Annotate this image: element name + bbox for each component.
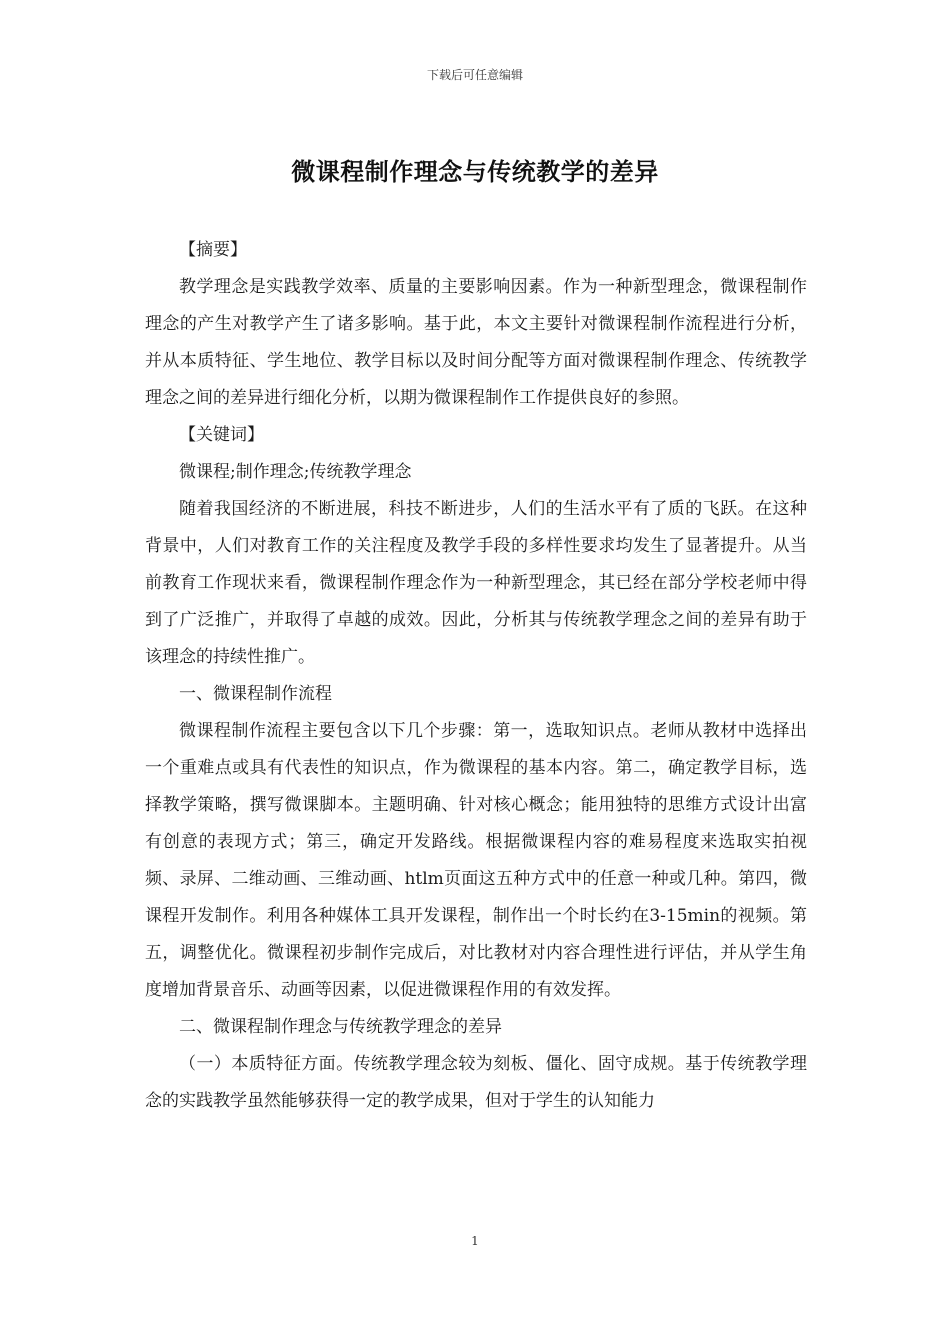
keywords-text: 微课程;制作理念;传统教学理念 (179, 462, 412, 482)
abstract-heading: 【摘要】 (179, 240, 247, 260)
keywords-heading: 【关键词】 (179, 425, 264, 445)
intro-paragraph: 随着我国经济的不断进展，科技不断进步，人们的生活水平有了质的飞跃。在这种背景中，人们对教育工作的关注程度及教学手段的多样性要求均发生了显著提升。从当前教育工作现状来看，微课程制作理念作为一种新型理念，其已经在部分学校老师中得到了广泛推广，并取得了卓越的成效。因此，分析其与传统教学理念之间的差异有助于该理念的持续性推广。 (145, 499, 807, 667)
header-text: 下载后可任意编辑 (426, 68, 523, 82)
document-title: 微课程制作理念与传统教学的差异 (291, 157, 659, 186)
abstract-paragraph: 教学理念是实践教学效率、质量的主要影响因素。作为一种新型理念，微课程制作理念的产生对教学产生了诸多影响。基于此，本文主要针对微课程制作流程进行分析，并从本质特征、学生地位、教学目标以及时间分配等方面对微课程制作理念、传统教学理念之间的差异进行细化分析，以期为微课程制作工作提供良好的参照。 (145, 277, 807, 408)
section-1-paragraph: 微课程制作流程主要包含以下几个步骤：第一，选取知识点。老师从教材中选择出一个重难点或具有代表性的知识点，作为微课程的基本内容。第二，确定教学目标，选择教学策略，撰写微课脚本。主题明确、针对核心概念；能用独特的思维方式设计出富有创意的表现方式；第三，确定开发路线。根据微课程内容的难易程度来选取实拍视频、录屏、二维动画、三维动画、htlm页面这五种方式中的任意一种或几种。第四，微课程开发制作。利用各种媒体工具开发课程，制作出一个时长约在3-15min的视频。第五，调整优化。微课程初步制作完成后，对比教材对内容合理性进行评估，并从学生角度增加背景音乐、动画等因素，以促进微课程作用的有效发挥。 (145, 721, 807, 1000)
section-heading-2: 二、微课程制作理念与传统教学理念的差异 (179, 1017, 502, 1037)
section-2-paragraph: （一）本质特征方面。传统教学理念较为刻板、僵化、固守成规。基于传统教学理念的实践教学虽然能够获得一定的教学成果，但对于学生的认知能力 (145, 1054, 807, 1111)
page-header (0, 66, 950, 83)
page-number: 1 (471, 1234, 479, 1248)
page-footer (0, 1234, 950, 1248)
document-body (145, 232, 807, 1120)
section-heading-1: 一、微课程制作流程 (179, 684, 332, 704)
